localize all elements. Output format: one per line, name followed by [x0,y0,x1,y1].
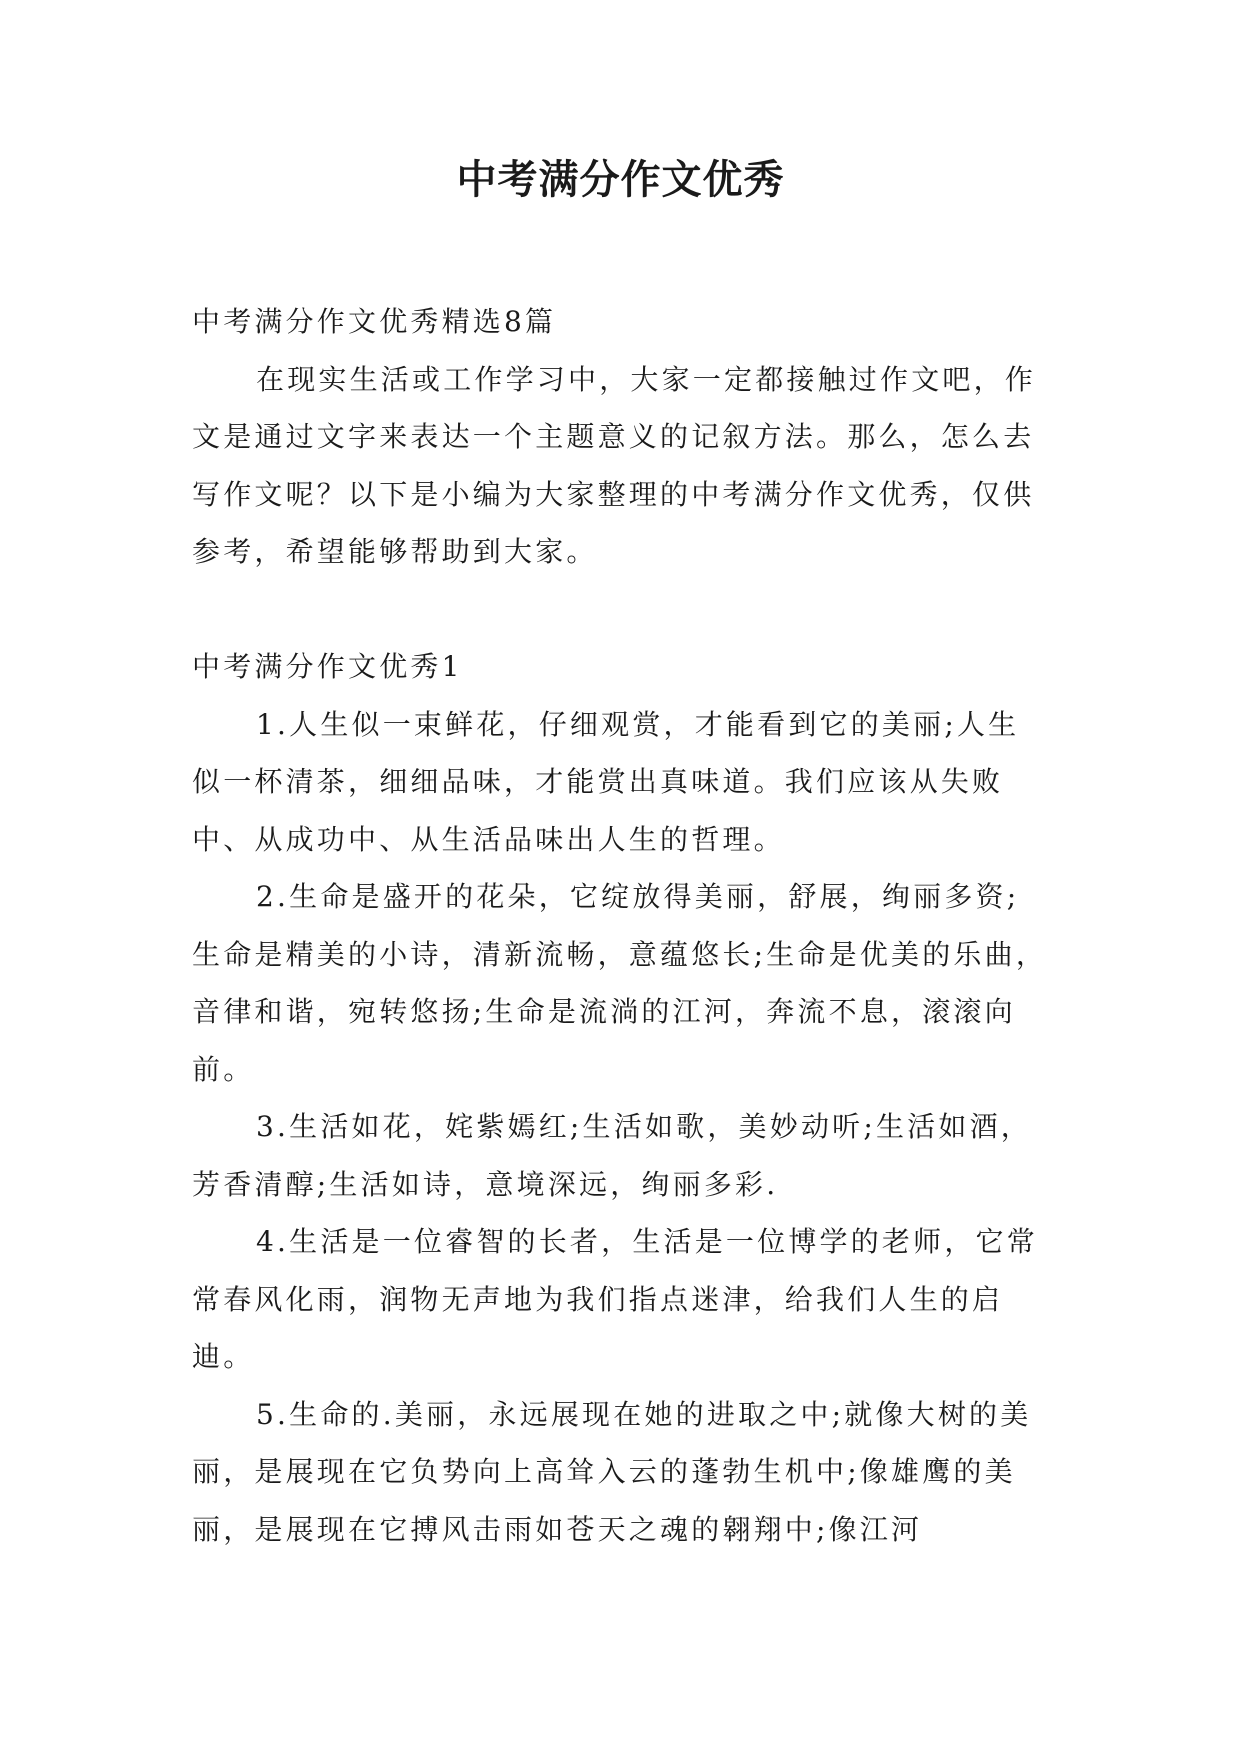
list-item: 2.生命是盛开的花朵，它绽放得美丽，舒展，绚丽多资;生命是精美的小诗，清新流畅，意蕴悠长;生命是优美的乐曲，音律和谐，宛转悠扬;生命是流淌的江河，奔流不息，滚滚向前。 [192,880,1048,1086]
list-item: 5.生命的.美丽，永远展现在她的进取之中;就像大树的美丽，是展现在它负势向上高耸入云的蓬勃生机中;像雄鹰的美丽，是展现在它搏风击雨如苍天之魂的翱翔中;像江河 [192,1397,1032,1546]
document-body [192,293,1050,1558]
intro-paragraph: 在现实生活或工作学习中，大家一定都接触过作文吧，作文是通过文字来表达一个主题意义的记叙方法。那么，怎么去写作文呢？以下是小编为大家整理的中考满分作文优秀，仅供参考，希望能够帮助到大家。 [192,362,1037,568]
list-item: 4.生活是一位睿智的长者，生活是一位博学的老师，它常常春风化雨，润物无声地为我们指点迷津，给我们人生的启迪。 [192,1225,1038,1373]
list-item: 3.生活如花，姹紫嫣红;生活如歌，美妙动听;生活如酒，芳香清醇;生活如诗，意境深远，绚丽多彩. [192,1110,1032,1201]
document-title: 中考满分作文优秀 [456,156,785,203]
section-spacer [192,581,1050,639]
document-subtitle: 中考满分作文优秀精选8篇 [192,305,557,338]
list-item: 1.人生似一束鲜花，仔细观赏，才能看到它的美丽;人生似一杯清茶，细细品味，才能赏出真味道。我们应该从失败中、从成功中、从生活品味出人生的哲理。 [192,707,1020,856]
section-heading: 中考满分作文优秀1 [192,650,463,683]
